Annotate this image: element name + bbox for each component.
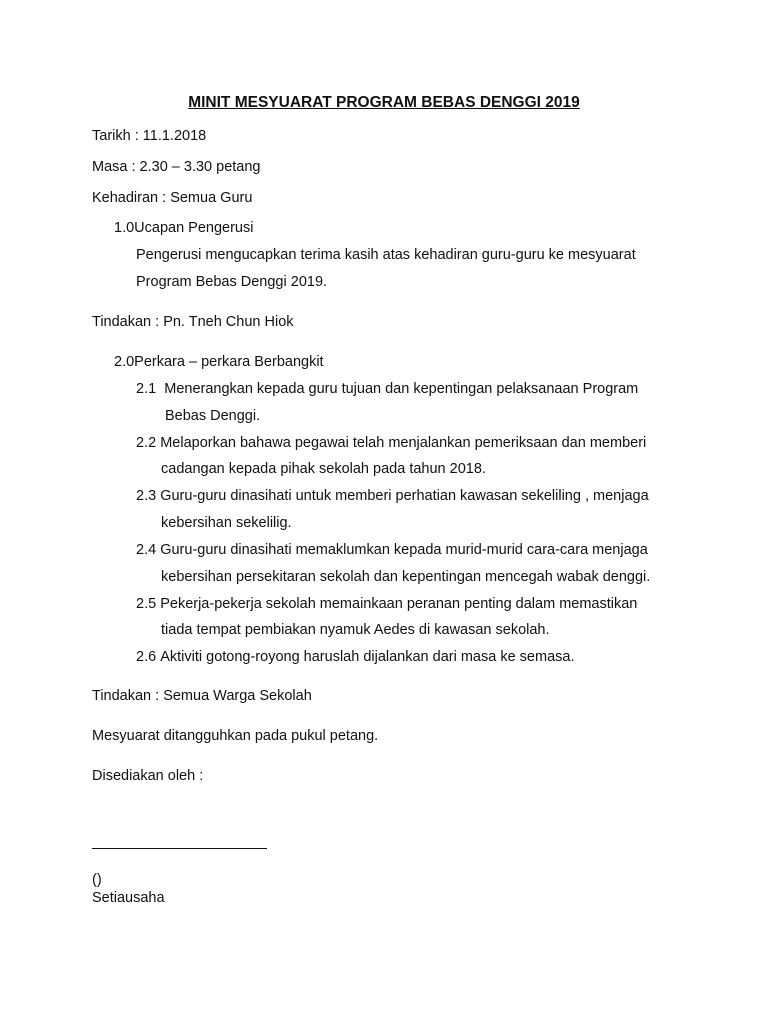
action-1: Tindakan : Pn. Tneh Chun Hiok xyxy=(92,314,294,330)
item-number: 2.2 xyxy=(136,435,157,451)
list-item-2-5 xyxy=(136,595,637,613)
section-1-heading xyxy=(114,219,253,237)
item-text: Menerangkan kepada guru tujuan dan kepentingan pelaksanaan Program xyxy=(164,381,639,397)
item-number: 2.5 xyxy=(136,596,157,612)
meeting-attendance: Kehadiran : Semua Guru xyxy=(92,190,253,206)
list-item-2-3 xyxy=(136,487,649,505)
item-text: Guru-guru dinasihati untuk memberi perhatian kawasan sekeliling , menjaga xyxy=(160,488,649,504)
meeting-time: Masa : 2.30 – 3.30 petang xyxy=(92,159,261,175)
prepared-by-label: Disediakan oleh : xyxy=(92,768,204,784)
item-text: Melaporkan bahawa pegawai telah menjalankan pemeriksaan dan memberi xyxy=(160,435,647,451)
signature-role: Setiausaha xyxy=(92,890,165,906)
signature-name: () xyxy=(92,872,102,888)
list-item-2-2-cont: cadangan kepada pihak sekolah pada tahun 2018. xyxy=(161,461,486,477)
list-item-2-4-cont: kebersihan persekitaran sekolah dan kepentingan mencegah wabak denggi. xyxy=(161,569,651,585)
list-item-2-1-cont: Bebas Denggi. xyxy=(165,408,261,424)
item-number: 2.3 xyxy=(136,488,157,504)
section-1-number: 1.0 xyxy=(114,220,135,236)
item-text: Aktiviti gotong-royong haruslah dijalankan dari masa ke semasa. xyxy=(160,649,575,665)
list-item-2-1 xyxy=(136,380,638,398)
section-1-line: Pengerusi mengucapkan terima kasih atas kehadiran guru-guru ke mesyuarat xyxy=(136,247,636,263)
signature-line xyxy=(92,848,267,849)
adjournment-note: Mesyuarat ditangguhkan pada pukul petang. xyxy=(92,728,379,744)
action-2: Tindakan : Semua Warga Sekolah xyxy=(92,688,312,704)
section-2-heading xyxy=(114,353,324,371)
list-item-2-5-cont: tiada tempat pembiakan nyamuk Aedes di kawasan sekolah. xyxy=(161,622,550,638)
list-item-2-6 xyxy=(136,648,574,666)
item-text: Pekerja-pekerja sekolah memainkaan peranan penting dalam memastikan xyxy=(160,596,638,612)
item-number: 2.4 xyxy=(136,542,157,558)
section-2-title: Perkara – perkara Berbangkit xyxy=(134,354,324,370)
section-2-number: 2.0 xyxy=(114,354,135,370)
item-text: Guru-guru dinasihati memaklumkan kepada murid-murid cara-cara menjaga xyxy=(160,542,648,558)
list-item-2-2 xyxy=(136,434,646,452)
list-item-2-3-cont: kebersihan sekelilig. xyxy=(161,515,292,531)
document-title: MINIT MESYUARAT PROGRAM BEBAS DENGGI 2019 xyxy=(188,94,580,111)
item-number: 2.1 xyxy=(136,381,157,397)
section-1-title: Ucapan Pengerusi xyxy=(134,220,254,236)
list-item-2-4 xyxy=(136,541,648,559)
section-1-line: Program Bebas Denggi 2019. xyxy=(136,274,328,290)
meeting-date: Tarikh : 11.1.2018 xyxy=(92,128,207,144)
item-number: 2.6 xyxy=(136,649,157,665)
